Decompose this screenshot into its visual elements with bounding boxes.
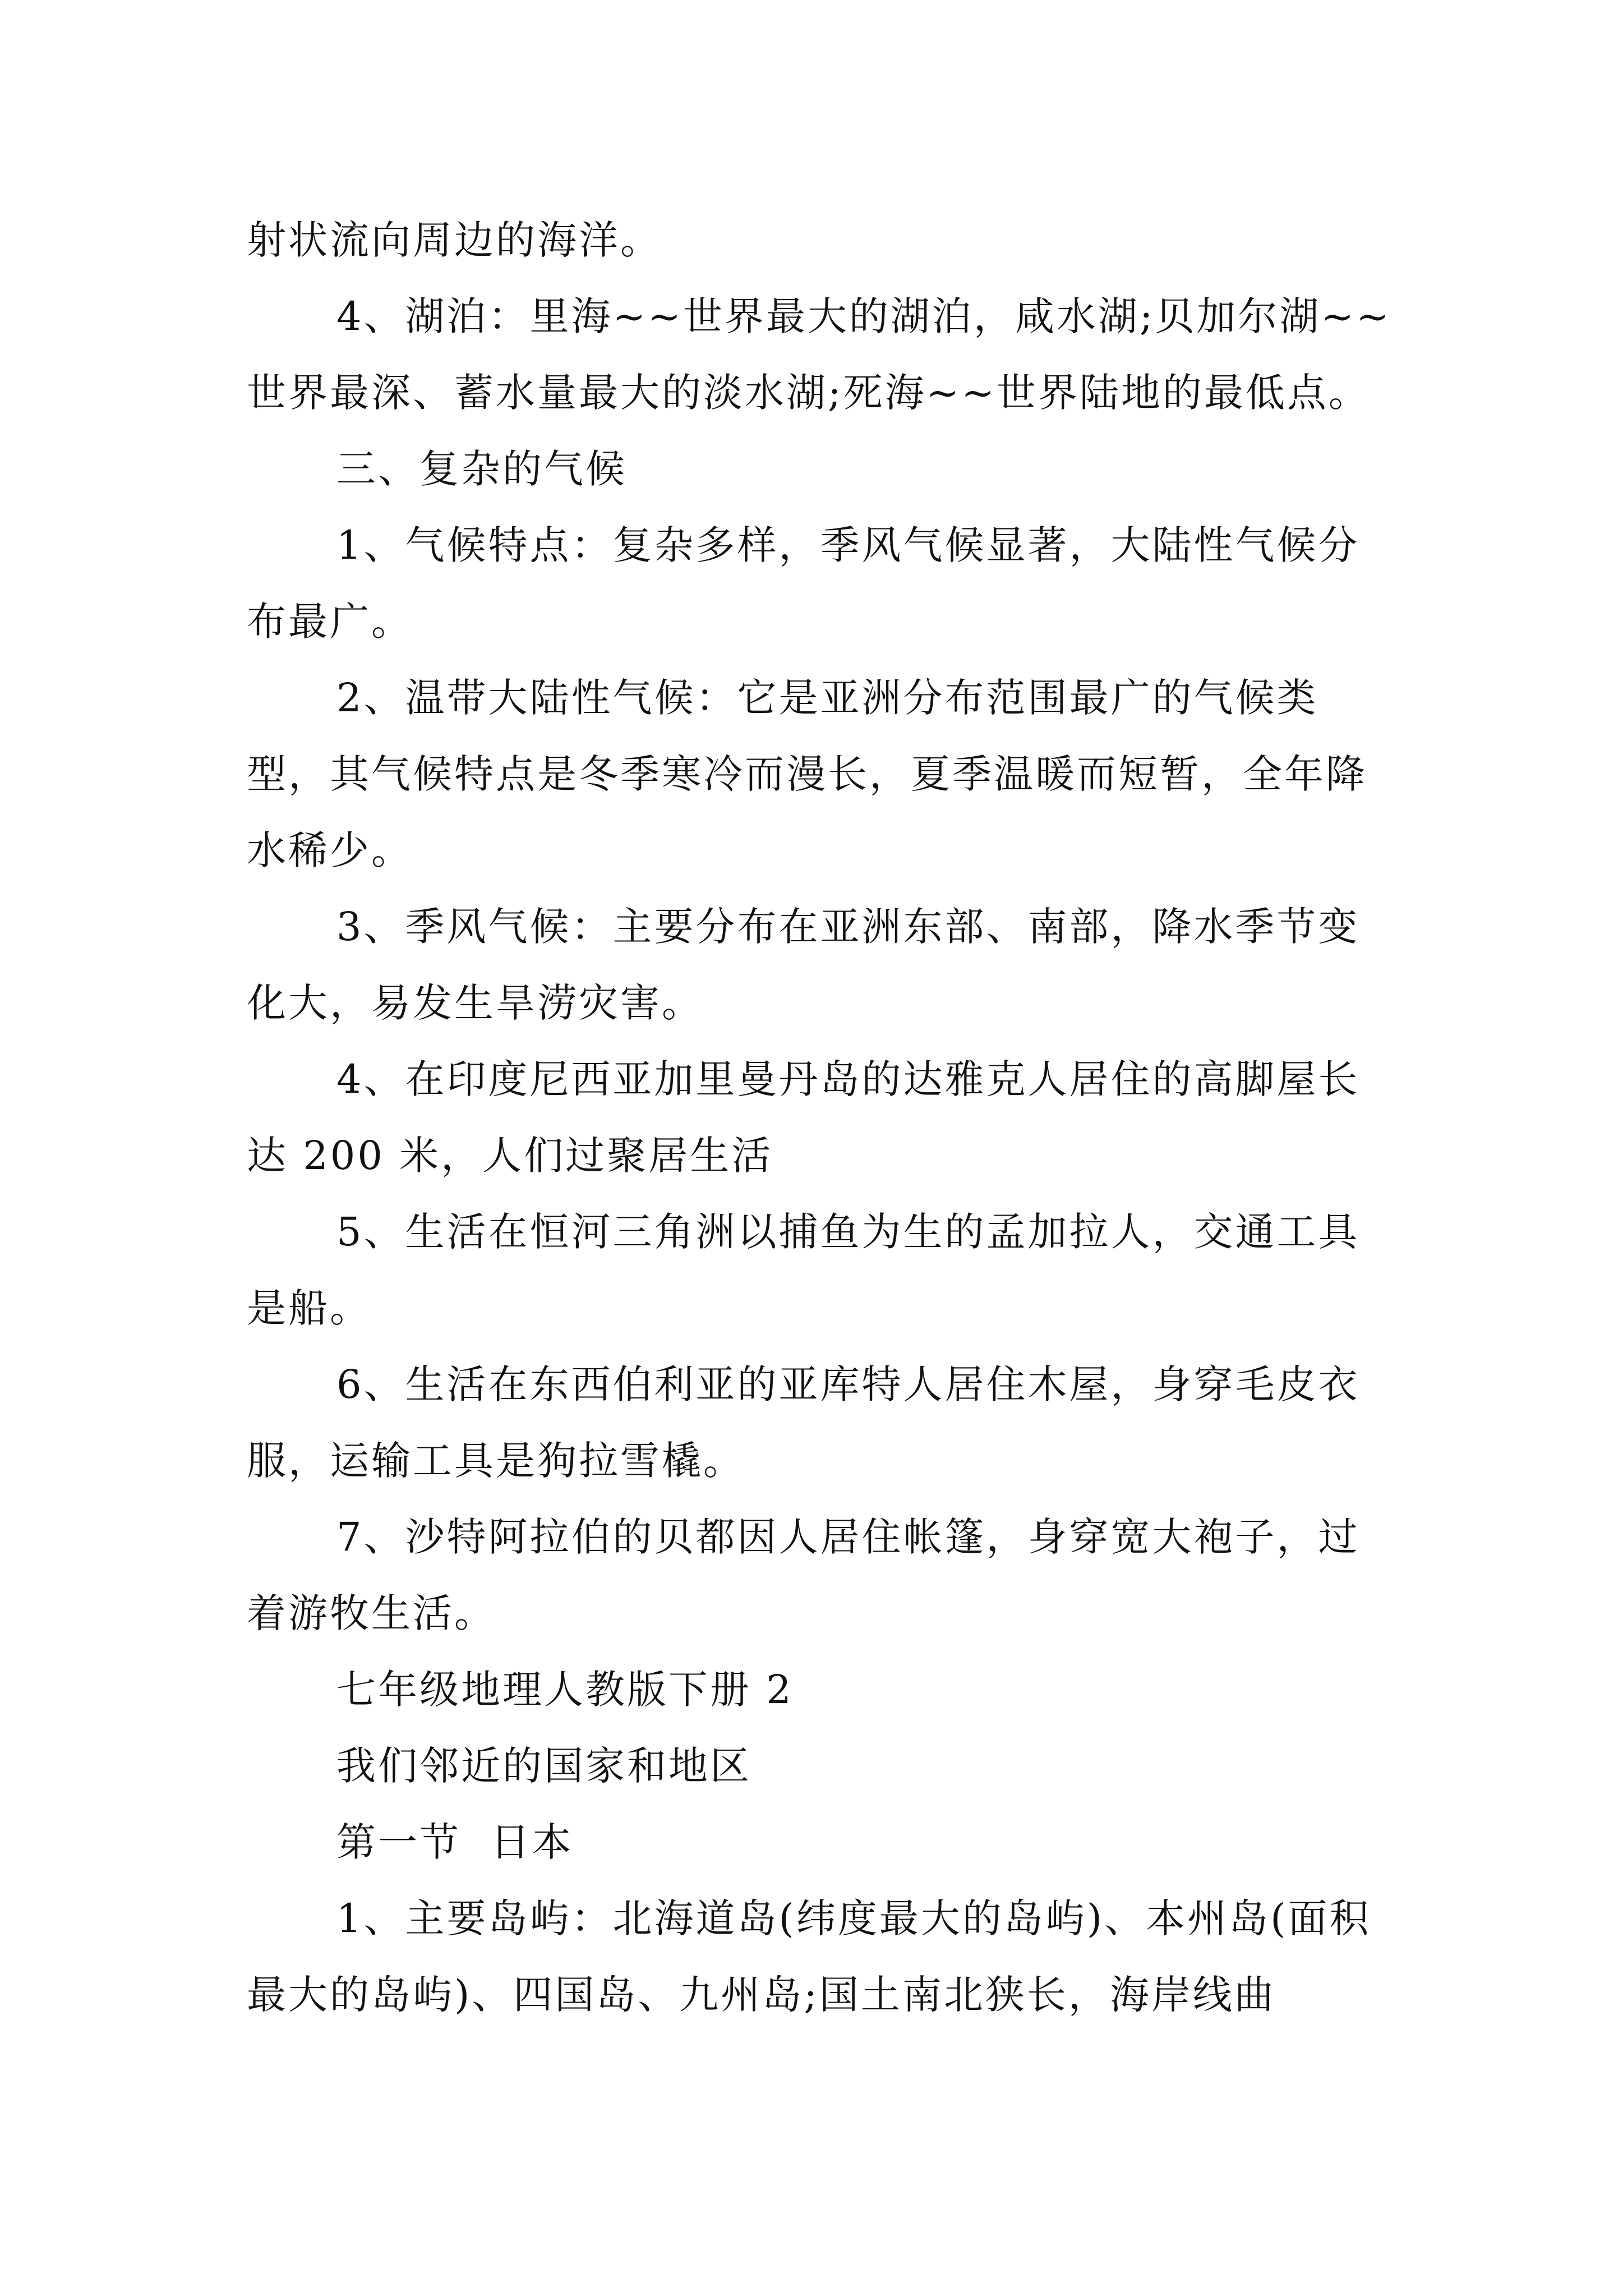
paragraph-japan-islands: 1、主要岛屿：北海道岛(纬度最大的岛屿)、本州岛(面积最大的岛屿)、四国岛、九州岛;国土南北狭长，海岸线曲 xyxy=(247,1895,1371,2018)
paragraph-bedouin: 7、沙特阿拉伯的贝都因人居住帐篷，身穿宽大袍子，过着游牧生活。 xyxy=(247,1514,1360,1636)
paragraph-monsoon-climate: 3、季风气候：主要分布在亚洲东部、南部，降水季节变化大，易发生旱涝灾害。 xyxy=(247,904,1360,1026)
paragraph-bengali: 5、生活在恒河三角洲以捕鱼为生的孟加拉人，交通工具是船。 xyxy=(247,1209,1360,1331)
heading-section-japan: 第一节 日本 xyxy=(336,1819,574,1865)
section-heading-climate: 三、复杂的气候 xyxy=(336,446,627,492)
paragraph-dayak: 4、在印度尼西亚加里曼丹岛的达雅克人居住的高脚屋长达 200 米，人们过聚居生活 xyxy=(247,1056,1360,1179)
paragraph-lakes: 4、湖泊：里海~~世界最大的湖泊，咸水湖;贝加尔湖~~世界最深、蓄水量最大的淡水湖;死海~~世界陆地的最低点。 xyxy=(247,293,1391,416)
document-body xyxy=(247,202,1396,2033)
paragraph-continuation: 射状流向周边的海洋。 xyxy=(247,217,662,263)
heading-book-title: 七年级地理人教版下册 2 xyxy=(336,1667,794,1713)
heading-chapter: 我们邻近的国家和地区 xyxy=(336,1743,751,1789)
paragraph-continental-climate: 2、温带大陆性气候：它是亚洲分布范围最广的气候类型，其气候特点是冬季寒冷而漫长，夏季温暖而短暂，全年降水稀少。 xyxy=(247,675,1367,873)
paragraph-yakut: 6、生活在东西伯利亚的亚库特人居住木屋，身穿毛皮衣服，运输工具是狗拉雪橇。 xyxy=(247,1361,1360,1484)
paragraph-climate-features: 1、气候特点：复杂多样，季风气候显著，大陆性气候分布最广。 xyxy=(247,522,1360,645)
